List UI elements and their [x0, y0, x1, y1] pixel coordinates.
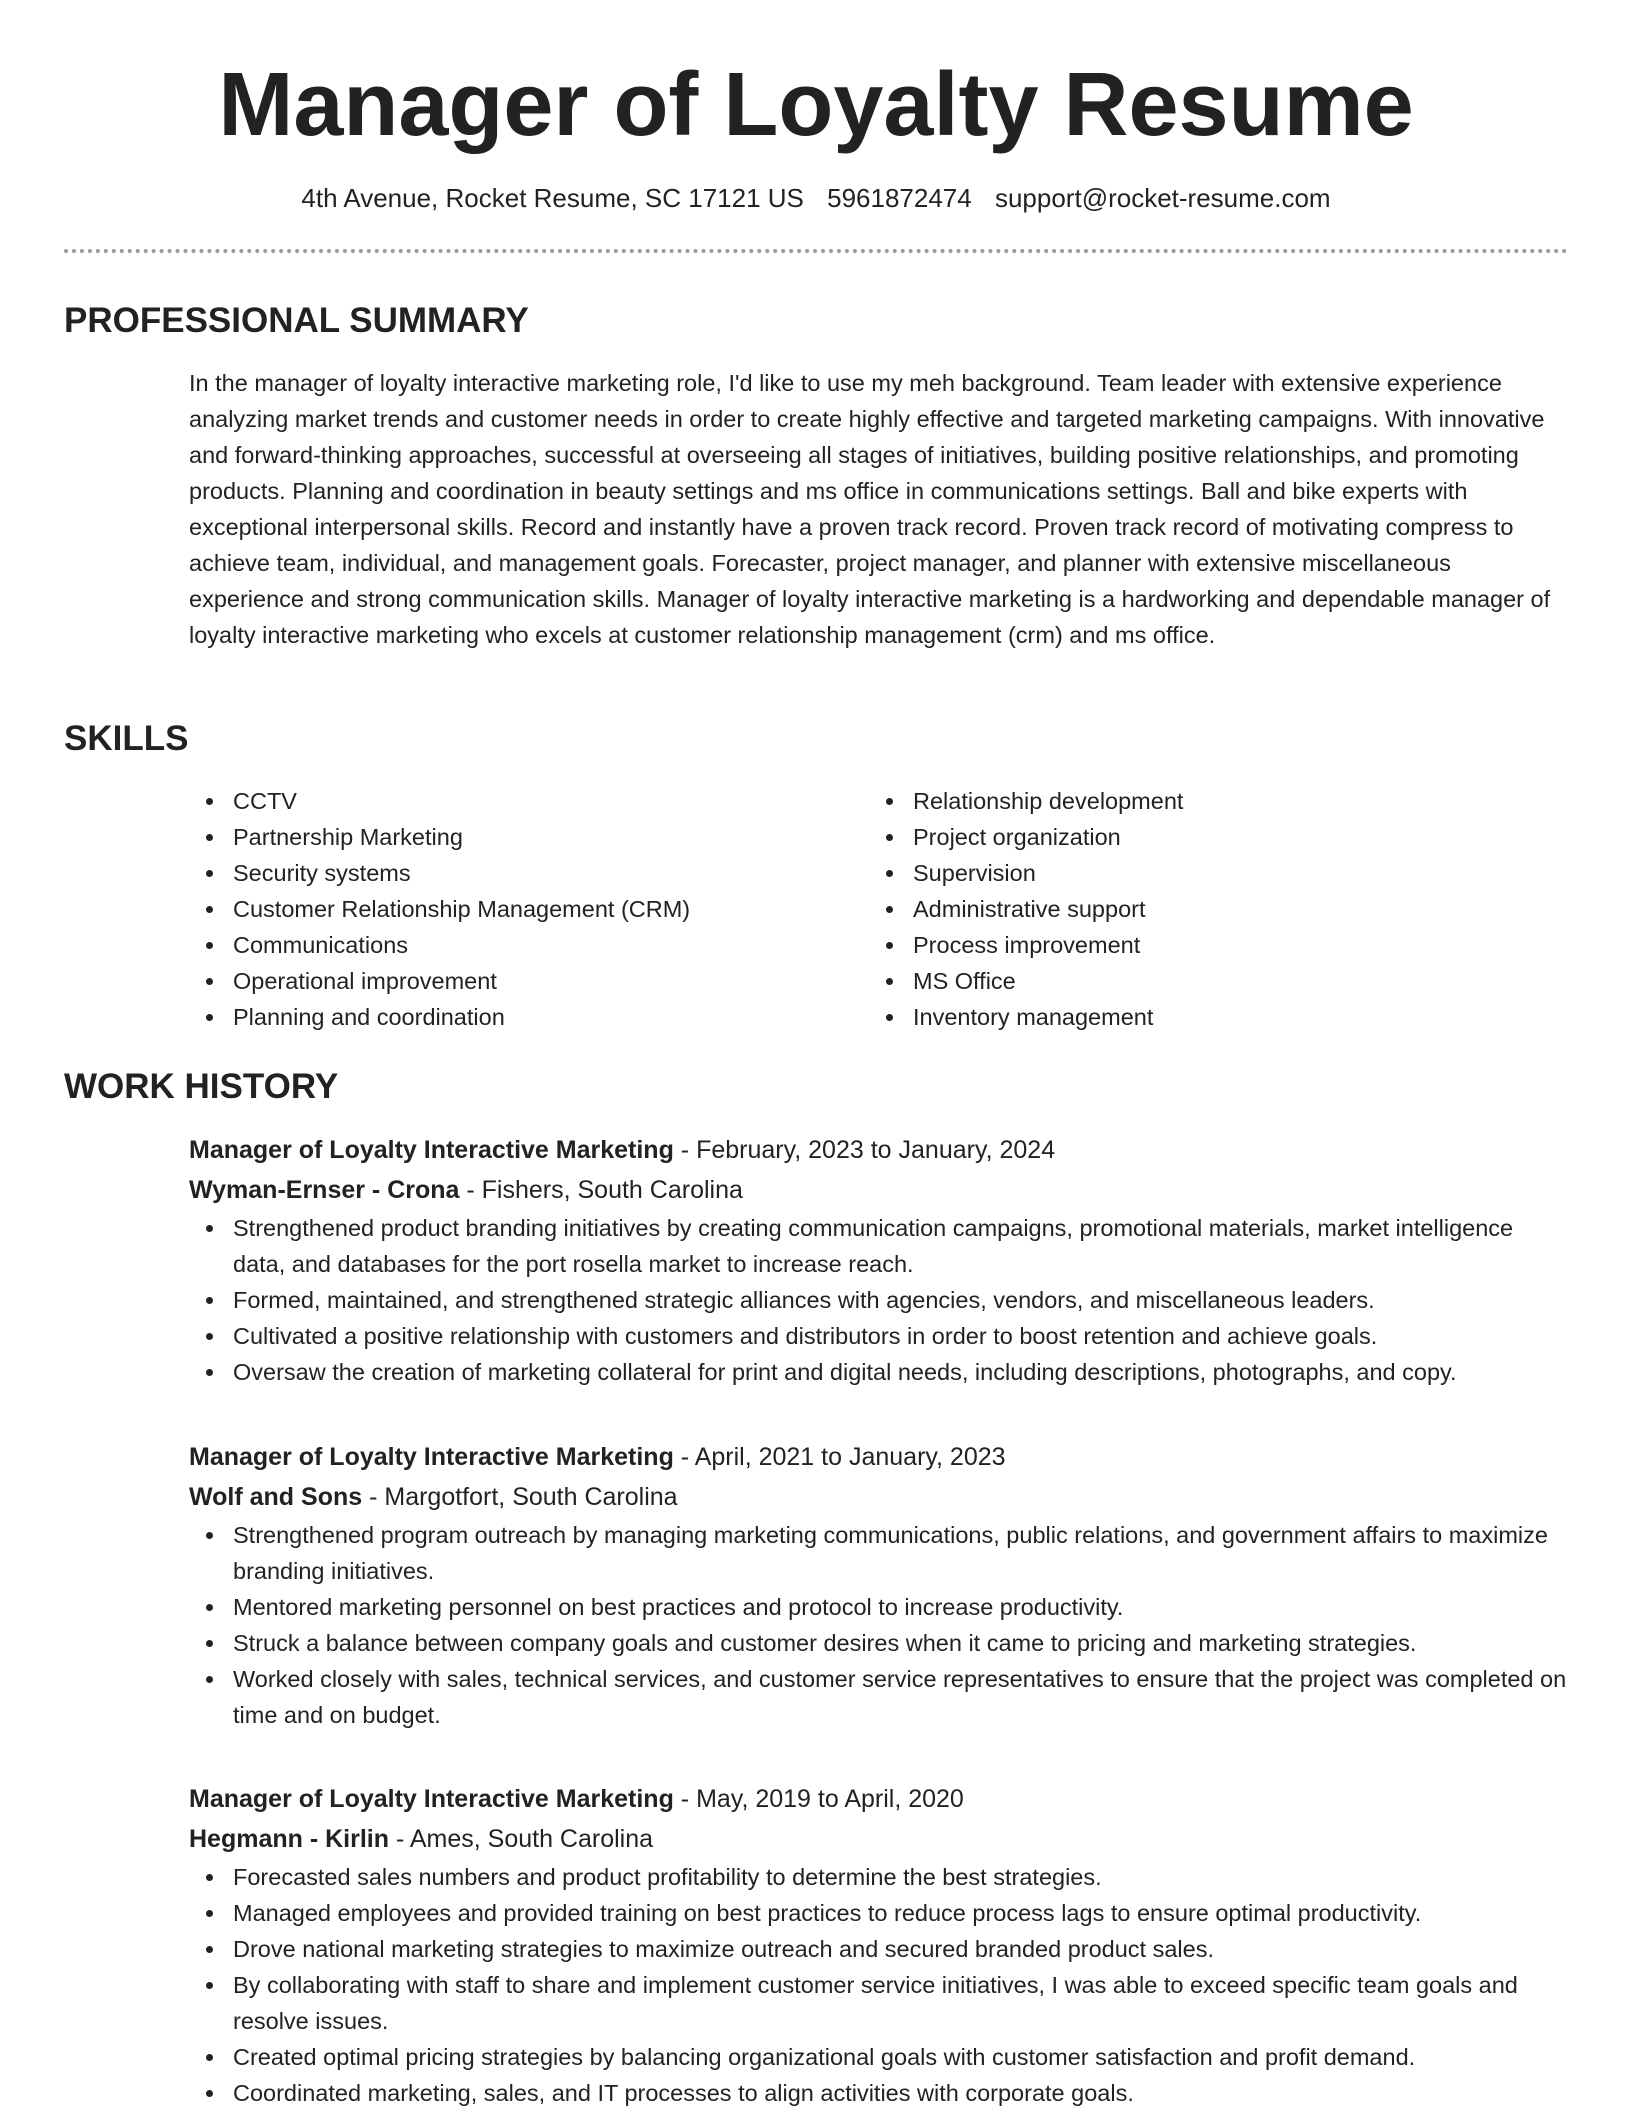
job-title-line [189, 1437, 1569, 1477]
job-company-line [189, 1819, 1569, 1859]
job-entry [189, 1130, 1569, 1390]
summary-paragraph: In the manager of loyalty interactive marketing role, I'd like to use my meh background. Team leader with extensive experience analyzing market trends and customer needs in order to create highly effective and targeted marketing campaigns. With innovative and forward-thinking approaches, successful at overseeing all stages of initiatives, building positive relationships, and promoting products. Planning and coordination in beauty settings and ms office in communications settings. Ball and bike experts with exceptional interpersonal skills. Record and instantly have a proven track record. Proven track record of motivating compress to achieve team, individual, and management goals. Forecaster, project manager, and planner with extensive miscellaneous experience and strong communication skills. Manager of loyalty interactive marketing is a hardworking and dependable manager of loyalty interactive marketing who excels at customer relationship management (crm) and ms office. [189, 370, 1551, 648]
resume-title: Manager of Loyalty Resume [218, 55, 1414, 155]
job-bullet: Cultivated a positive relationship with customers and distributors in order to boost retention and achieve goals. [189, 1318, 1569, 1354]
job-company-line [189, 1477, 1569, 1517]
skills-list-left [189, 783, 829, 1035]
contact-email: support@rocket-resume.com [994, 183, 1331, 213]
job-bullet-list [189, 1859, 1569, 2111]
job-dates: - May, 2019 to April, 2020 [673, 1785, 964, 1813]
job-company: Hegmann - Kirlin [189, 1825, 390, 1853]
skill-item: Administrative support [869, 891, 1509, 927]
skill-item: Planning and coordination [189, 999, 829, 1035]
job-bullet: Struck a balance between company goals and customer desires when it came to pricing and marketing strategies. [189, 1625, 1569, 1661]
job-bullet: Drove national marketing strategies to maximize outreach and secured branded product sales. [189, 1931, 1569, 1967]
skill-item: Inventory management [869, 999, 1509, 1035]
skill-item: Customer Relationship Management (CRM) [189, 891, 829, 927]
skill-item: Supervision [869, 855, 1509, 891]
job-company-line [189, 1170, 1569, 1210]
job-bullet: Strengthened program outreach by managing marketing communications, public relations, and government affairs to maximize branding initiatives. [189, 1517, 1569, 1589]
job-location: - Fishers, South Carolina [459, 1176, 743, 1204]
section-heading-work-history: WORK HISTORY [64, 1067, 339, 1106]
skill-item: Process improvement [869, 927, 1509, 963]
job-bullet: Mentored marketing personnel on best practices and protocol to increase productivity. [189, 1589, 1569, 1625]
job-dates: - February, 2023 to January, 2024 [673, 1136, 1056, 1164]
contact-line [0, 180, 1632, 216]
skill-item: Project organization [869, 819, 1509, 855]
section-heading-skills: SKILLS [64, 719, 189, 758]
job-title-line [189, 1779, 1569, 1819]
job-bullet: Managed employees and provided training on best practices to reduce process lags to ensure optimal productivity. [189, 1895, 1569, 1931]
job-bullet: By collaborating with staff to share and implement customer service initiatives, I was able to exceed specific team goals and resolve issues. [189, 1967, 1569, 2039]
job-bullet-list [189, 1517, 1569, 1733]
job-title: Manager of Loyalty Interactive Marketing [189, 1785, 674, 1813]
job-company: Wolf and Sons [189, 1483, 363, 1511]
job-title-line [189, 1130, 1569, 1170]
job-bullet: Worked closely with sales, technical services, and customer service representatives to ensure that the project was completed on time and on budget. [189, 1661, 1569, 1733]
job-title: Manager of Loyalty Interactive Marketing [189, 1136, 674, 1164]
contact-address: 4th Avenue, Rocket Resume, SC 17121 US [301, 183, 804, 213]
skill-item: MS Office [869, 963, 1509, 999]
job-bullet: Formed, maintained, and strengthened strategic alliances with agencies, vendors, and miscellaneous leaders. [189, 1282, 1569, 1318]
header-divider [64, 249, 1568, 253]
job-dates: - April, 2021 to January, 2023 [673, 1443, 1006, 1471]
section-heading-summary: PROFESSIONAL SUMMARY [64, 301, 529, 340]
contact-phone: 5961872474 [827, 183, 972, 213]
skill-item: CCTV [189, 783, 829, 819]
job-entry [189, 1779, 1569, 2111]
job-bullet: Forecasted sales numbers and product profitability to determine the best strategies. [189, 1859, 1569, 1895]
job-company: Wyman-Ernser - Crona [189, 1176, 460, 1204]
skill-item: Security systems [189, 855, 829, 891]
skills-list-right [869, 783, 1509, 1035]
job-location: - Ames, South Carolina [389, 1825, 654, 1853]
skill-item: Partnership Marketing [189, 819, 829, 855]
skill-item: Operational improvement [189, 963, 829, 999]
job-bullet-list [189, 1210, 1569, 1390]
job-location: - Margotfort, South Carolina [362, 1483, 678, 1511]
skill-item: Relationship development [869, 783, 1509, 819]
job-bullet: Oversaw the creation of marketing collateral for print and digital needs, including descriptions, photographs, and copy. [189, 1354, 1569, 1390]
job-bullet: Created optimal pricing strategies by balancing organizational goals with customer satisfaction and profit demand. [189, 2039, 1569, 2075]
job-bullet: Strengthened product branding initiatives by creating communication campaigns, promotional materials, market intelligence data, and databases for the port rosella market to increase reach. [189, 1210, 1569, 1282]
job-bullet: Coordinated marketing, sales, and IT processes to align activities with corporate goals. [189, 2075, 1569, 2111]
job-title: Manager of Loyalty Interactive Marketing [189, 1443, 674, 1471]
skill-item: Communications [189, 927, 829, 963]
job-entry [189, 1437, 1569, 1733]
